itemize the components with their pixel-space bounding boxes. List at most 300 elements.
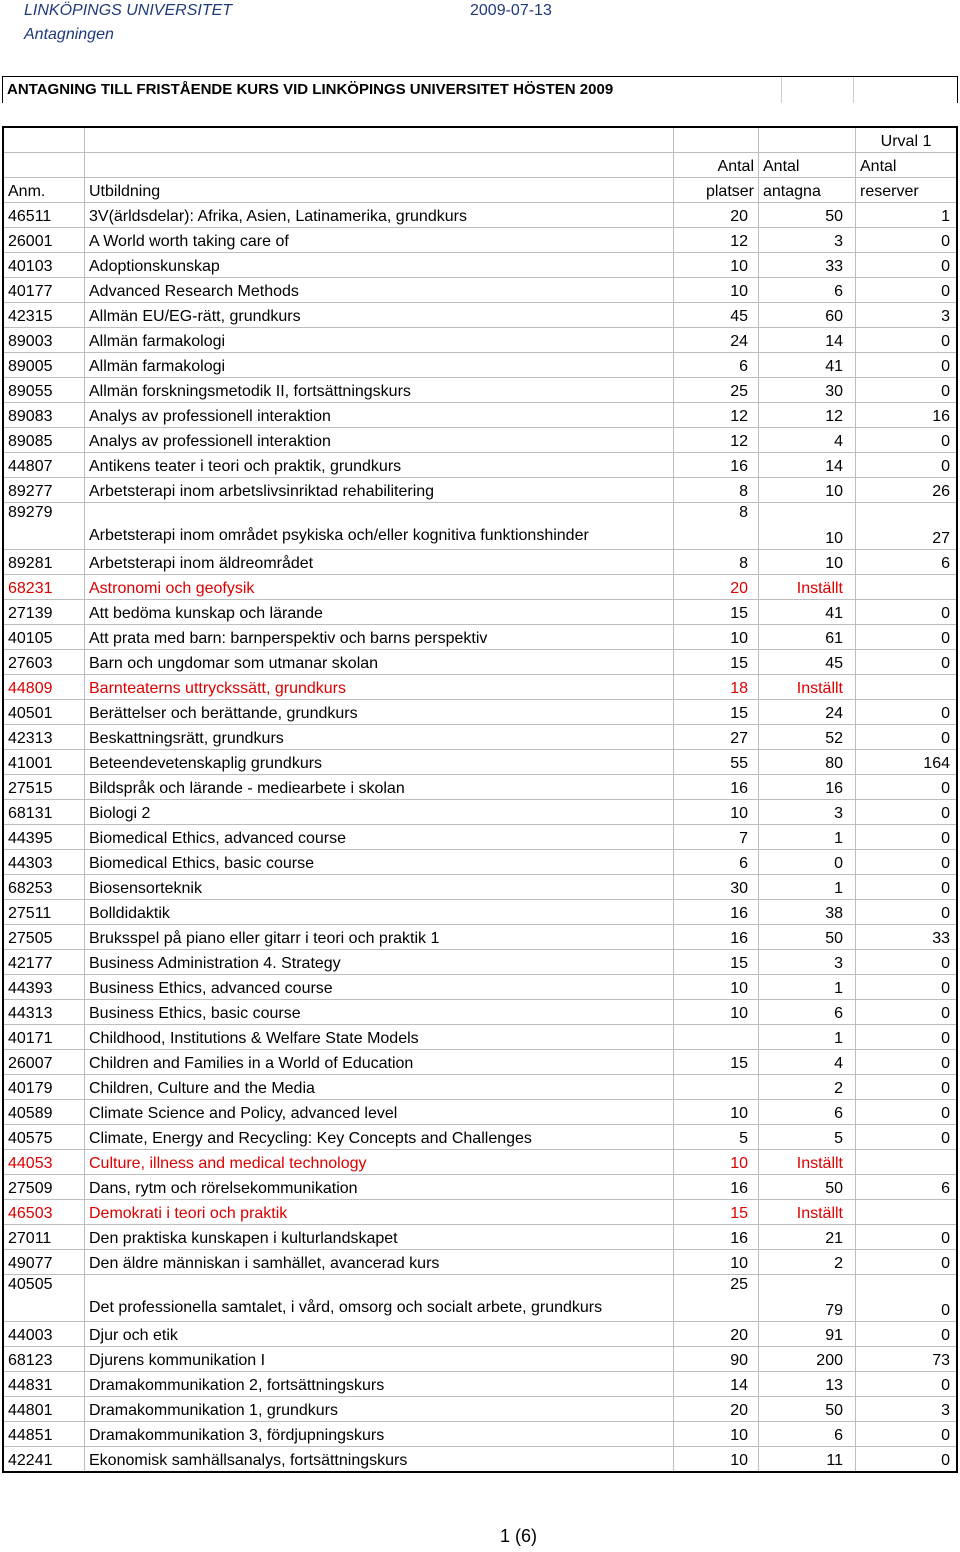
antal-reserver: 0 [856,850,958,875]
table-row [3,900,957,925]
antal-antagna: Inställt [759,1150,856,1175]
table-row [3,750,957,775]
antal-platser: 16 [674,925,759,950]
table-row [3,1225,957,1250]
course-code: 46511 [3,203,85,228]
antal-platser: 6 [674,353,759,378]
table-row [3,1100,957,1125]
course-code: 44303 [3,850,85,875]
course-name: Advanced Research Methods [85,278,674,303]
course-code: 26001 [3,228,85,253]
antal-antagna: 14 [759,453,856,478]
antal-platser: 16 [674,775,759,800]
antal-reserver: 0 [856,1225,958,1250]
antal-reserver: 0 [856,228,958,253]
course-code: 44809 [3,675,85,700]
antal-reserver: 0 [856,353,958,378]
course-name: Business Ethics, basic course [85,1000,674,1025]
course-name: Det professionella samtalet, i vård, omsorg och socialt arbete, grundkurs [85,1275,674,1322]
table-row [3,503,957,550]
course-code: 40171 [3,1025,85,1050]
antal-reserver: 0 [856,1025,958,1050]
course-name: Analys av professionell interaktion [85,403,674,428]
table-row [3,1200,957,1225]
course-name: Den äldre människan i samhället, avancerad kurs [85,1250,674,1275]
table-row [3,1275,957,1322]
table-row [3,1050,957,1075]
antal-reserver: 0 [856,253,958,278]
antal-reserver: 0 [856,825,958,850]
course-name: Berättelser och berättande, grundkurs [85,700,674,725]
antal-platser: 10 [674,1000,759,1025]
course-code: 68131 [3,800,85,825]
course-code: 27509 [3,1175,85,1200]
table-row [3,1025,957,1050]
antal-platser: 15 [674,1200,759,1225]
antal-reserver: 0 [856,428,958,453]
antal-reserver: 0 [856,1075,958,1100]
course-code: 89083 [3,403,85,428]
course-name: Biomedical Ethics, basic course [85,850,674,875]
table-row [3,1075,957,1100]
course-name: Bolldidaktik [85,900,674,925]
antal-platser: 16 [674,453,759,478]
antal-platser: 20 [674,575,759,600]
antal-antagna: 6 [759,1422,856,1447]
table-row [3,1447,957,1473]
antal-reserver [856,1150,958,1175]
antal-platser: 14 [674,1372,759,1397]
course-name: Dans, rytm och rörelsekommunikation [85,1175,674,1200]
antal-antagna: 10 [759,503,856,550]
antal-antagna: 38 [759,900,856,925]
antal-antagna: 11 [759,1447,856,1473]
course-code: 49077 [3,1250,85,1275]
antal-platser: 15 [674,1050,759,1075]
course-name: Dramakommunikation 3, fördjupningskurs [85,1422,674,1447]
course-code: 41001 [3,750,85,775]
antal-platser [674,1075,759,1100]
antal-antagna: Inställt [759,575,856,600]
antal-antagna: 33 [759,253,856,278]
course-code: 68231 [3,575,85,600]
course-code: 44801 [3,1397,85,1422]
course-name: Beteendevetenskaplig grundkurs [85,750,674,775]
antal-reserver: 0 [856,1100,958,1125]
course-name: Climate, Energy and Recycling: Key Concepts and Challenges [85,1125,674,1150]
course-name: Children, Culture and the Media [85,1075,674,1100]
antal-antagna: 10 [759,550,856,575]
antal-antagna: 21 [759,1225,856,1250]
antal-reserver: 73 [856,1347,958,1372]
course-code: 40105 [3,625,85,650]
antal-reserver: 1 [856,203,958,228]
table-row [3,303,957,328]
header-date: 2009-07-13 [470,2,552,19]
antal-antagna: 3 [759,950,856,975]
course-name: Bruksspel på piano eller gitarr i teori och praktik 1 [85,925,674,950]
table-row [3,378,957,403]
course-code: 44053 [3,1150,85,1175]
antal-reserver: 0 [856,1372,958,1397]
course-code: 89281 [3,550,85,575]
course-name: Att prata med barn: barnperspektiv och barns perspektiv [85,625,674,650]
antal-platser: 10 [674,800,759,825]
table-row [3,278,957,303]
antal-platser: 90 [674,1347,759,1372]
course-code: 40177 [3,278,85,303]
antal-reserver: 0 [856,1275,958,1322]
antal-platser: 25 [674,378,759,403]
course-code: 44807 [3,453,85,478]
table-row [3,1125,957,1150]
antal-platser: 15 [674,600,759,625]
course-name: A World worth taking care of [85,228,674,253]
course-code: 27603 [3,650,85,675]
course-name: Bildspråk och lärande - mediearbete i skolan [85,775,674,800]
antal-antagna: 80 [759,750,856,775]
antal-antagna: 79 [759,1275,856,1322]
course-name: Astronomi och geofysik [85,575,674,600]
antal-reserver: 0 [856,328,958,353]
course-name: Childhood, Institutions & Welfare State Models [85,1025,674,1050]
antal-reserver: 0 [856,875,958,900]
table-row [3,403,957,428]
antal-antagna: 16 [759,775,856,800]
course-name: Ekonomisk samhällsanalys, fortsättningskurs [85,1447,674,1473]
antal-antagna: 60 [759,303,856,328]
antal-antagna: 91 [759,1322,856,1347]
antal-reserver: 33 [856,925,958,950]
table-row [3,650,957,675]
course-code: 42315 [3,303,85,328]
course-code: 42177 [3,950,85,975]
antal-reserver: 0 [856,800,958,825]
antal-platser: 20 [674,203,759,228]
course-code: 46503 [3,1200,85,1225]
table-row [3,1372,957,1397]
antal-platser: 8 [674,503,759,550]
antal-platser: 10 [674,1100,759,1125]
antal-antagna: 41 [759,600,856,625]
course-name: Allmän forskningsmetodik II, fortsättningskurs [85,378,674,403]
course-code: 40505 [3,1275,85,1322]
antal-antagna: 50 [759,1175,856,1200]
antal-antagna: 50 [759,1397,856,1422]
table-row [3,575,957,600]
course-code: 68253 [3,875,85,900]
table-row [3,428,957,453]
table-row [3,825,957,850]
table-row [3,600,957,625]
course-code: 89277 [3,478,85,503]
antal-platser: 20 [674,1397,759,1422]
antal-antagna: 61 [759,625,856,650]
course-code: 44851 [3,1422,85,1447]
antal-antagna: 30 [759,378,856,403]
table-row [3,353,957,378]
antal-platser: 10 [674,278,759,303]
col-reserver-top: Antal [856,153,958,178]
antal-reserver: 0 [856,1050,958,1075]
antal-platser: 45 [674,303,759,328]
antal-reserver: 3 [856,303,958,328]
course-code: 27515 [3,775,85,800]
course-code: 40179 [3,1075,85,1100]
page-title: ANTAGNING TILL FRISTÅENDE KURS VID LINKÖPINGS UNIVERSITET HÖSTEN 2009 [7,81,614,98]
course-code: 27139 [3,600,85,625]
antal-reserver [856,575,958,600]
antal-reserver: 0 [856,725,958,750]
col-antagna-top: Antal [759,153,856,178]
course-name: Allmän farmakologi [85,328,674,353]
department-name: Antagningen [24,26,114,43]
antal-platser: 10 [674,253,759,278]
course-name: Antikens teater i teori och praktik, grundkurs [85,453,674,478]
course-name: Business Administration 4. Strategy [85,950,674,975]
course-code: 27505 [3,925,85,950]
col-anm: Anm. [3,178,85,203]
antal-reserver: 0 [856,775,958,800]
antal-platser: 10 [674,1250,759,1275]
table-row [3,700,957,725]
course-name: Arbetsterapi inom äldreområdet [85,550,674,575]
antal-platser: 12 [674,403,759,428]
antal-platser: 16 [674,1175,759,1200]
antal-reserver: 0 [856,1422,958,1447]
course-name: Dramakommunikation 1, grundkurs [85,1397,674,1422]
antal-reserver: 0 [856,1000,958,1025]
antal-antagna: 1 [759,1025,856,1050]
course-name: Culture, illness and medical technology [85,1150,674,1175]
table-row [3,625,957,650]
antal-platser: 10 [674,975,759,1000]
antal-reserver: 6 [856,550,958,575]
course-code: 27011 [3,1225,85,1250]
col-platser-top: Antal [674,153,759,178]
course-code: 26007 [3,1050,85,1075]
antal-platser: 8 [674,550,759,575]
course-name: Business Ethics, advanced course [85,975,674,1000]
page-number: 1 (6) [500,1526,538,1546]
table-row [3,1347,957,1372]
antal-antagna: 2 [759,1250,856,1275]
table-row [3,950,957,975]
table-row [3,453,957,478]
course-name: Demokrati i teori och praktik [85,1200,674,1225]
antal-reserver: 0 [856,650,958,675]
table-row [3,675,957,700]
antal-platser: 10 [674,1150,759,1175]
table-row [3,328,957,353]
course-name: Beskattningsrätt, grundkurs [85,725,674,750]
antal-reserver [856,1200,958,1225]
antal-reserver: 26 [856,478,958,503]
antal-antagna: 3 [759,800,856,825]
antal-reserver [856,675,958,700]
course-name: Arbetsterapi inom arbetslivsinriktad rehabilitering [85,478,674,503]
antal-platser: 8 [674,478,759,503]
table-row [3,478,957,503]
table-row [3,253,957,278]
course-name: Children and Families in a World of Education [85,1050,674,1075]
course-code: 44003 [3,1322,85,1347]
antal-platser: 15 [674,950,759,975]
antal-platser: 27 [674,725,759,750]
antal-platser: 16 [674,900,759,925]
course-code: 89055 [3,378,85,403]
antal-reserver: 0 [856,453,958,478]
antal-platser: 25 [674,1275,759,1322]
antal-platser: 10 [674,625,759,650]
col-utbildning: Utbildning [85,178,674,203]
antal-antagna: 4 [759,428,856,453]
antal-antagna: Inställt [759,675,856,700]
course-code: 42241 [3,1447,85,1473]
course-name: Adoptionskunskap [85,253,674,278]
title-box [2,76,958,103]
course-code: 40575 [3,1125,85,1150]
antal-platser: 18 [674,675,759,700]
antal-antagna: 10 [759,478,856,503]
antal-platser: 10 [674,1422,759,1447]
antal-platser: 7 [674,825,759,850]
course-code: 89003 [3,328,85,353]
table-row [3,1150,957,1175]
course-code: 89085 [3,428,85,453]
table-row [3,800,957,825]
course-name: Barnteaterns uttryckssätt, grundkurs [85,675,674,700]
antal-reserver: 0 [856,600,958,625]
antal-antagna: 0 [759,850,856,875]
antal-antagna: 50 [759,203,856,228]
antal-platser: 30 [674,875,759,900]
antal-reserver: 0 [856,1125,958,1150]
course-name: Att bedöma kunskap och lärande [85,600,674,625]
course-name: Djurens kommunikation I [85,1347,674,1372]
table-row [3,1175,957,1200]
course-name: Biomedical Ethics, advanced course [85,825,674,850]
antal-antagna: 41 [759,353,856,378]
urval-header: Urval 1 [856,127,958,153]
antal-antagna: 1 [759,875,856,900]
antal-antagna: 6 [759,1000,856,1025]
course-code: 44831 [3,1372,85,1397]
antal-antagna: 45 [759,650,856,675]
antal-antagna: 6 [759,1100,856,1125]
antal-reserver: 0 [856,900,958,925]
table-row [3,850,957,875]
course-name: Arbetsterapi inom området psykiska och/eller kognitiva funktionshinder [85,503,674,550]
table-row [3,1250,957,1275]
antal-antagna: 6 [759,278,856,303]
antal-antagna: 4 [759,1050,856,1075]
antal-platser: 15 [674,650,759,675]
antal-antagna: 3 [759,228,856,253]
course-code: 42313 [3,725,85,750]
antal-reserver: 0 [856,950,958,975]
antal-reserver: 0 [856,975,958,1000]
course-name: Analys av professionell interaktion [85,428,674,453]
table-row [3,1397,957,1422]
table-row [3,725,957,750]
table-row [3,1322,957,1347]
antal-reserver: 0 [856,1250,958,1275]
col-antagna: antagna [759,178,856,203]
course-name: Djur och etik [85,1322,674,1347]
table-row [3,975,957,1000]
table-row [3,550,957,575]
antal-antagna: 2 [759,1075,856,1100]
antal-antagna: Inställt [759,1200,856,1225]
antal-antagna: 1 [759,975,856,1000]
antal-platser: 16 [674,1225,759,1250]
course-code: 44395 [3,825,85,850]
antal-reserver: 0 [856,625,958,650]
antal-platser: 20 [674,1322,759,1347]
antal-reserver: 164 [856,750,958,775]
antal-reserver: 16 [856,403,958,428]
table-row [3,875,957,900]
course-name: Biosensorteknik [85,875,674,900]
table-row [3,228,957,253]
antal-platser: 5 [674,1125,759,1150]
antal-reserver: 0 [856,1322,958,1347]
antal-antagna: 50 [759,925,856,950]
course-name: Biologi 2 [85,800,674,825]
course-code: 40103 [3,253,85,278]
course-name: Allmän EU/EG-rätt, grundkurs [85,303,674,328]
course-name: Dramakommunikation 2, fortsättningskurs [85,1372,674,1397]
antal-platser: 24 [674,328,759,353]
antal-platser: 12 [674,228,759,253]
antal-antagna: 24 [759,700,856,725]
table-row [3,1422,957,1447]
course-code: 89005 [3,353,85,378]
admission-table [2,126,958,1473]
antal-reserver: 0 [856,700,958,725]
antal-reserver: 6 [856,1175,958,1200]
course-code: 44313 [3,1000,85,1025]
col-reserver: reserver [856,178,958,203]
course-code: 40501 [3,700,85,725]
antal-reserver: 3 [856,1397,958,1422]
org-name: LINKÖPINGS UNIVERSITET [24,2,233,19]
course-name: 3V(ärldsdelar): Afrika, Asien, Latinamerika, grundkurs [85,203,674,228]
course-name: Barn och ungdomar som utmanar skolan [85,650,674,675]
antal-antagna: 12 [759,403,856,428]
course-code: 40589 [3,1100,85,1125]
antal-antagna: 13 [759,1372,856,1397]
course-code: 27511 [3,900,85,925]
antal-antagna: 52 [759,725,856,750]
course-code: 44393 [3,975,85,1000]
antal-antagna: 5 [759,1125,856,1150]
page-header [24,0,584,50]
antal-reserver: 27 [856,503,958,550]
antal-platser: 6 [674,850,759,875]
antal-antagna: 1 [759,825,856,850]
antal-reserver: 0 [856,278,958,303]
table-row [3,1000,957,1025]
course-code: 89279 [3,503,85,550]
antal-antagna: 14 [759,328,856,353]
antal-reserver: 0 [856,1447,958,1473]
antal-platser [674,1025,759,1050]
antal-platser: 55 [674,750,759,775]
table-row [3,203,957,228]
table-row [3,925,957,950]
